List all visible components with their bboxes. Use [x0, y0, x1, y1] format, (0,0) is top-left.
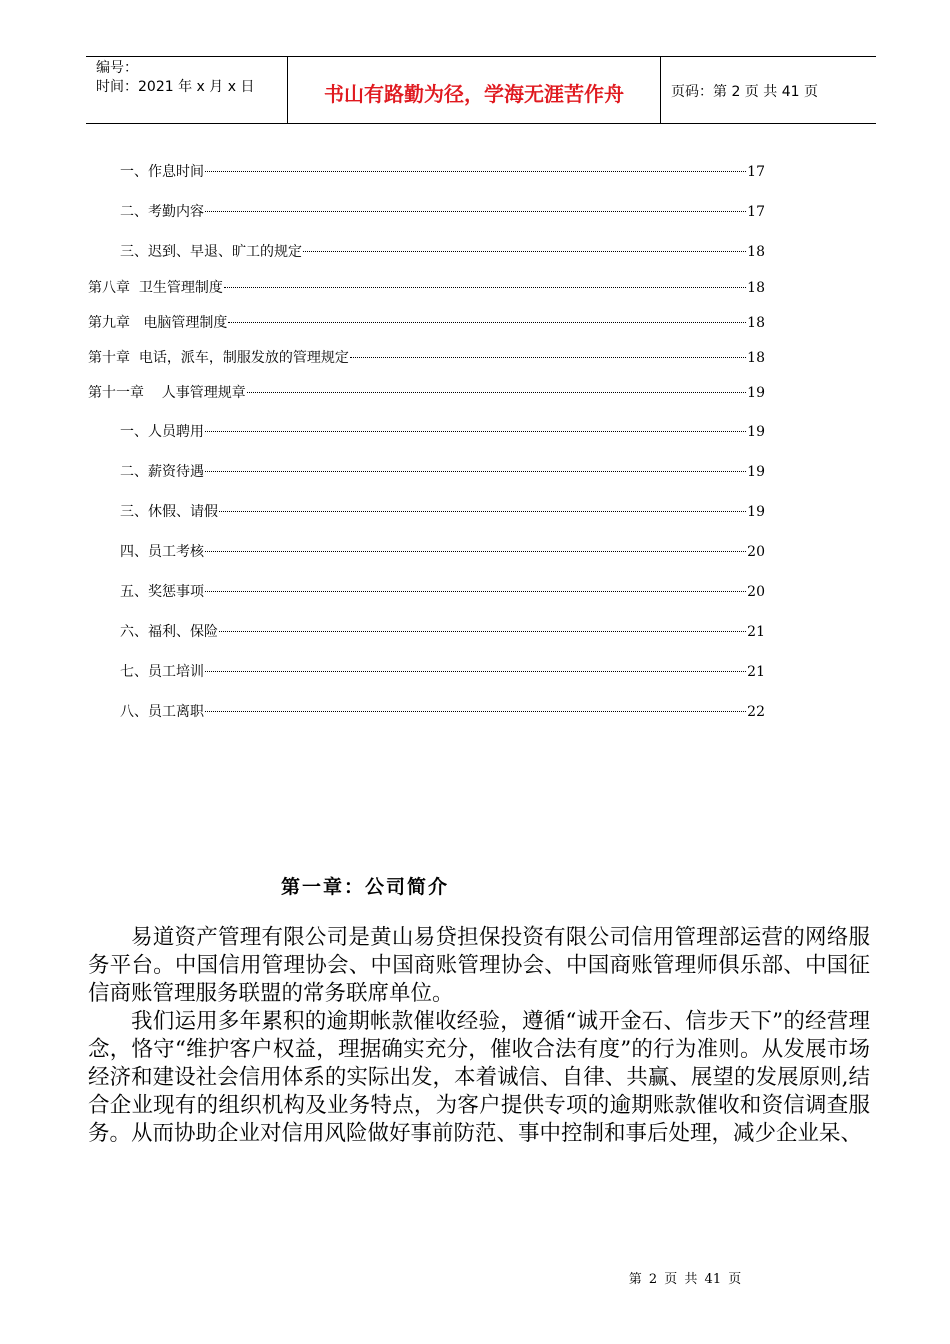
toc-entry[interactable]: [88, 383, 765, 403]
toc-entry[interactable]: [120, 202, 765, 222]
toc-entry[interactable]: [120, 662, 765, 682]
header-motto: 书山有路勤为径，学海无涯苦作舟: [288, 57, 661, 123]
toc-entry-page: 19: [747, 424, 765, 440]
toc-leader-dots: [247, 392, 746, 393]
number-label: 编号：: [96, 60, 138, 76]
toc-entry-page: 22: [747, 704, 765, 720]
toc-leader-dots: [205, 591, 746, 592]
toc-entry-page: 20: [747, 584, 765, 600]
toc-entry[interactable]: [120, 702, 765, 722]
toc-leader-dots: [205, 211, 746, 212]
toc-leader-dots: [205, 551, 746, 552]
toc-entry-title: 四、员工考核: [120, 544, 204, 560]
toc-entry-page: 20: [747, 544, 765, 560]
toc-leader-dots: [219, 511, 746, 512]
toc-entry-title: 二、薪资待遇: [120, 464, 204, 480]
toc-entry[interactable]: [120, 422, 765, 442]
time-label: 时间：2021 年 x 月 x 日: [96, 79, 255, 95]
toc-leader-dots: [205, 711, 746, 712]
toc-leader-dots: [219, 631, 746, 632]
chapter-title: 第一章：公司简介: [280, 876, 449, 898]
toc-entry-title: 三、迟到、早退、旷工的规定: [120, 244, 302, 260]
toc-leader-dots: [303, 251, 746, 252]
toc-leader-dots: [205, 671, 746, 672]
toc-entry-title: 六、福利、保险: [120, 624, 218, 640]
toc-entry-page: 19: [747, 464, 765, 480]
toc-entry-title: 五、奖惩事项: [120, 584, 204, 600]
toc-entry-title: 第十章 电话，派车，制服发放的管理规定: [88, 350, 349, 366]
toc-entry-title: 七、员工培训: [120, 664, 204, 680]
toc-entry[interactable]: [120, 502, 765, 522]
toc-entry-page: 18: [747, 244, 765, 260]
chapter-body: [88, 924, 870, 1148]
toc-entry-page: 18: [747, 280, 765, 296]
toc-leader-dots: [350, 357, 746, 358]
paragraph: 易道资产管理有限公司是黄山易贷担保投资有限公司信用管理部运营的网络服务平台。中国信用管理协会、中国商账管理协会、中国商账管理师俱乐部、中国征信商账管理服务联盟的常务联席单位。: [88, 925, 870, 1006]
toc-leader-dots: [224, 287, 746, 288]
toc-entry[interactable]: [88, 348, 765, 368]
toc-leader-dots: [205, 431, 746, 432]
toc-entry[interactable]: [120, 162, 765, 182]
toc-entry[interactable]: [120, 582, 765, 602]
toc-leader-dots: [205, 171, 746, 172]
toc-entry[interactable]: [88, 278, 765, 298]
toc-entry-title: 一、人员聘用: [120, 424, 204, 440]
toc-entry-page: 21: [747, 624, 765, 640]
toc-leader-dots: [228, 322, 746, 323]
toc-entry[interactable]: [120, 462, 765, 482]
toc-entry-page: 17: [747, 204, 765, 220]
page-header: [86, 56, 876, 124]
page-footer: 第 2 页 共 41 页: [628, 1272, 742, 1287]
toc-entry-title: 第八章 卫生管理制度: [88, 280, 223, 296]
toc-entry[interactable]: [88, 313, 765, 333]
toc-entry-title: 三、休假、请假: [120, 504, 218, 520]
header-page-info: 页码：第 2 页 共 41 页: [671, 84, 818, 100]
toc-entry-page: 19: [747, 504, 765, 520]
toc-entry[interactable]: [120, 242, 765, 262]
toc-entry-title: 二、考勤内容: [120, 204, 204, 220]
toc-entry-title: 第九章 电脑管理制度: [88, 315, 228, 331]
toc-entry-title: 第十一章 人事管理规章: [88, 385, 246, 401]
toc-entry-page: 21: [747, 664, 765, 680]
toc-leader-dots: [205, 471, 746, 472]
toc-entry-title: 八、员工离职: [120, 704, 204, 720]
header-meta: [86, 57, 288, 123]
toc-entry-title: 一、作息时间: [120, 164, 204, 180]
toc-entry[interactable]: [120, 542, 765, 562]
toc-entry-page: 18: [747, 350, 765, 366]
toc-entry[interactable]: [120, 622, 765, 642]
toc-entry-page: 19: [747, 385, 765, 401]
toc-entry-page: 17: [747, 164, 765, 180]
paragraph: 我们运用多年累积的逾期帐款催收经验，遵循“诚开金石、信步天下”的经营理念，恪守“维护客户权益，理据确实充分，催收合法有度”的行为准则。从发展市场经济和建设社会信用体系的实际出发，本着诚信、自律、共赢、展望的发展原则,结合企业现有的组织机构及业务特点，为客户提供专项的逾期账款催收和资信调查服务。从而协助企业对信用风险做好事前防范、事中控制和事后处理，减少企业呆、: [88, 1009, 870, 1146]
toc-entry-page: 18: [747, 315, 765, 331]
